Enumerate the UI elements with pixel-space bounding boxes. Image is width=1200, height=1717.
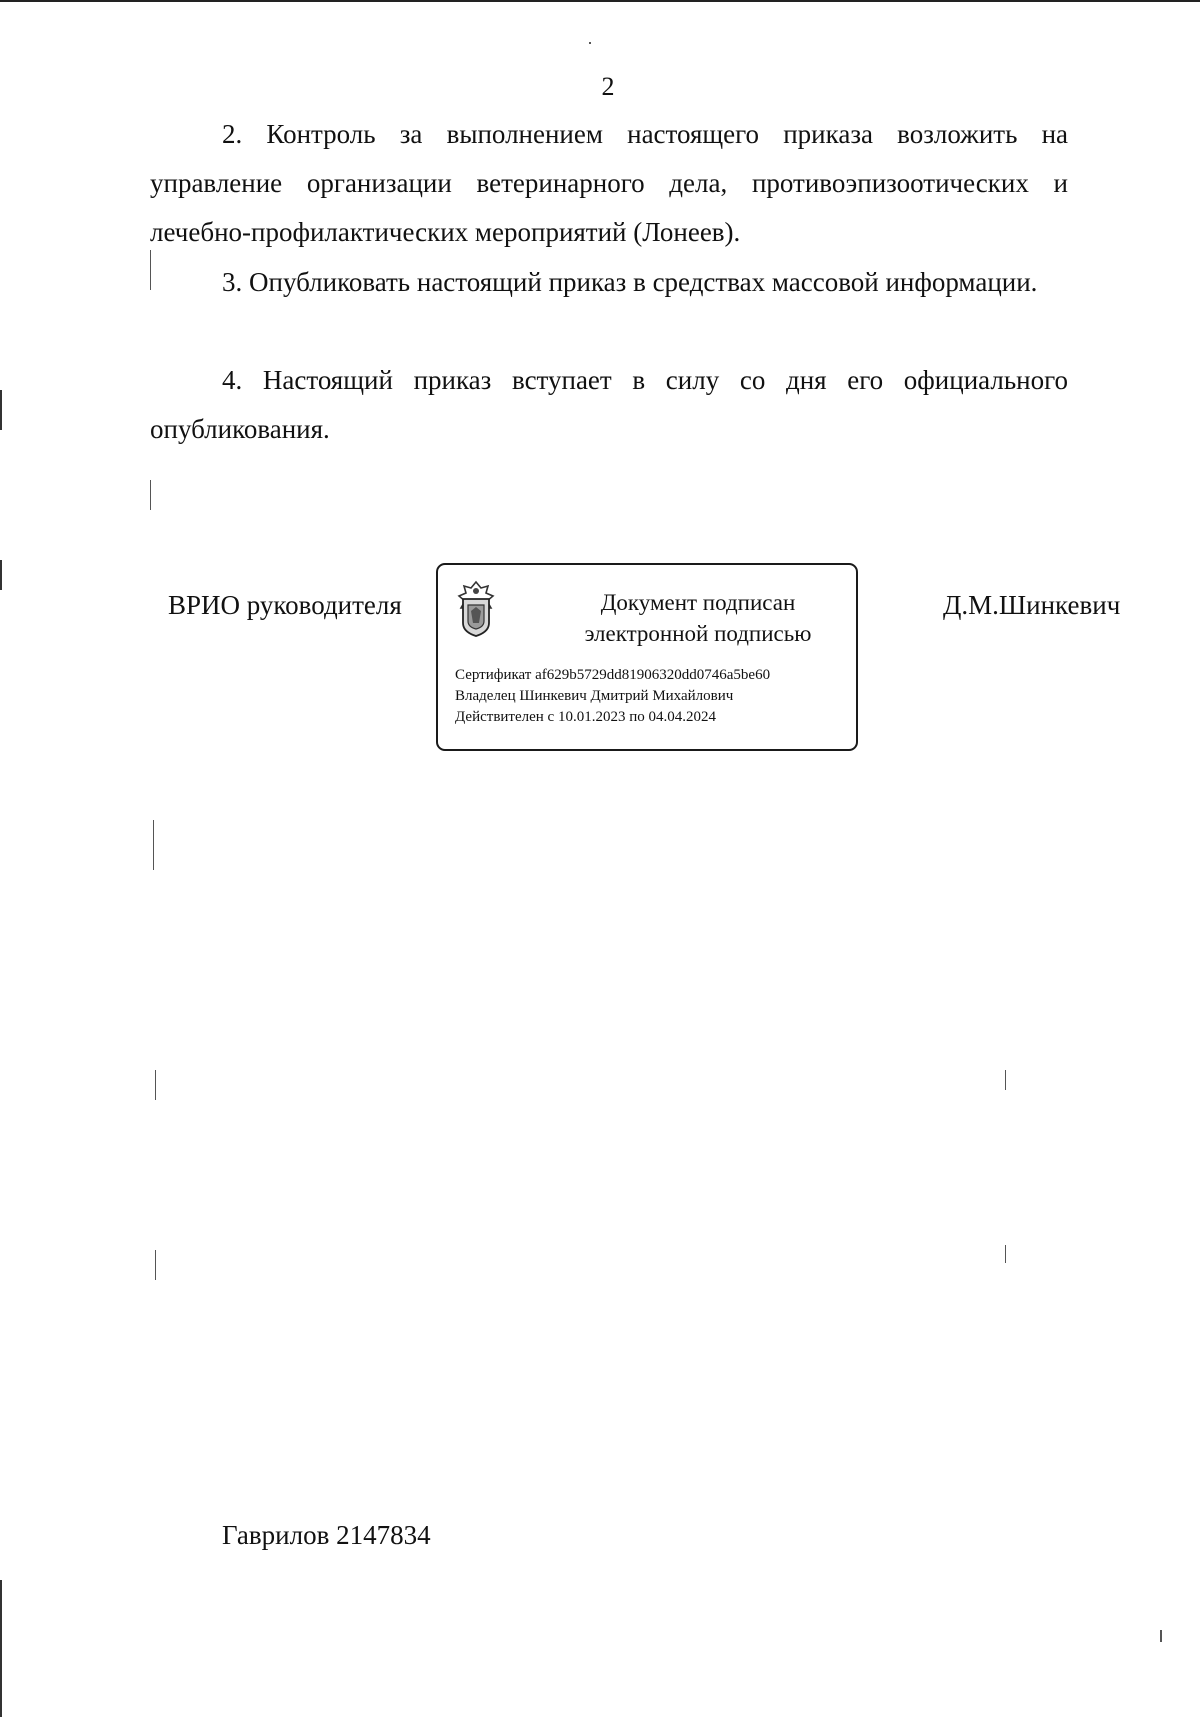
signatory-name: Д.М.Шинкевич: [943, 590, 1121, 620]
scan-speck: [150, 250, 151, 290]
stamp-details: [455, 665, 770, 728]
scan-speck: [155, 1250, 156, 1280]
stamp-title-line: Документ подписан: [600, 590, 796, 615]
paragraph-text: 4. Настоящий приказ вступает в силу со дня его официального опубликования.: [150, 365, 1068, 444]
executor-contact: Гаврилов 2147834: [222, 1520, 431, 1550]
scan-speck: [155, 1070, 156, 1100]
scan-top-edge: [0, 0, 1200, 2]
scan-speck: [1005, 1245, 1006, 1263]
certificate-validity: Действителен с 10.01.2023 по 04.04.2024: [455, 709, 716, 725]
paragraph-text: 3. Опубликовать настоящий приказ в средствах массовой информации.: [222, 267, 1038, 297]
scan-left-edge: [0, 390, 2, 430]
scan-speck: [1005, 1070, 1006, 1090]
scan-speck: [589, 42, 591, 44]
page-number: 2: [601, 72, 615, 101]
certificate-number: Сертификат af629b5729dd81906320dd0746a5be60: [455, 667, 771, 683]
paragraph-publish: [150, 258, 1068, 307]
paragraph-effective-date: [150, 356, 1068, 454]
stamp-title: [548, 587, 848, 649]
scan-left-edge: [0, 560, 2, 590]
signatory-position: ВРИО руководителя: [168, 590, 402, 620]
stamp-title-line: электронной подписью: [584, 621, 812, 646]
certificate-owner: Владелец Шинкевич Дмитрий Михайлович: [455, 688, 734, 704]
scan-speck: [1160, 1630, 1162, 1642]
scan-speck: [150, 480, 151, 510]
electronic-signature-stamp: [436, 563, 858, 751]
paragraph-control: [150, 110, 1068, 257]
scan-speck: [153, 820, 154, 870]
coat-of-arms-icon: [454, 579, 498, 639]
scan-left-edge: [0, 1580, 2, 1717]
paragraph-text: 2. Контроль за выполнением настоящего приказа возложить на управление организации ветеринарного дела, противоэпизоотических и лечебно-профилактических мероприятий (Лонеев).: [150, 119, 1068, 247]
